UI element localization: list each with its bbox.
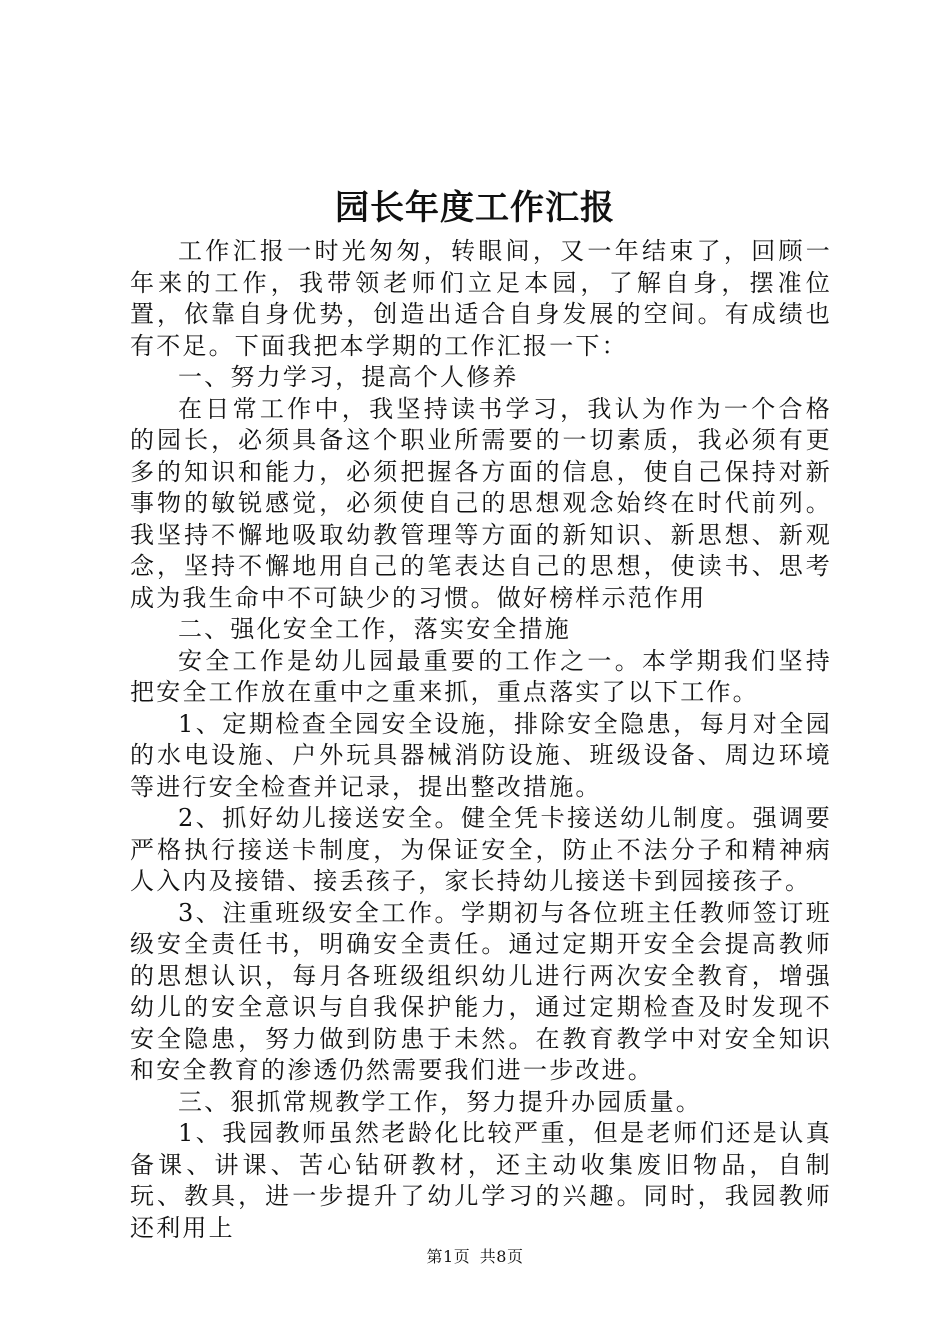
page-number: 第1页 — [426, 1247, 471, 1266]
section-heading-2: 二、强化安全工作，落实安全措施 — [178, 615, 571, 643]
paragraph-study: 在日常工作中，我坚持读书学习，我认为作为一个合格的园长，必须具备这个职业所需要的一切素质，我必须有更多的知识和能力，必须把握各方面的信息，使自己保持对新事物的敏锐感觉，必须使自己的思想观念始终在时代前列。我坚持不懈地吸取幼教管理等方面的新知识、新思想、新观念，坚持不懈地用自己的笔表达自己的思想，使读书、思考成为我生命中不可缺少的习惯。做好榜样示范作用 — [130, 394, 832, 612]
paragraph-teaching-item-1: 1、我园教师虽然老龄化比较严重，但是老师们还是认真备课、讲课、苦心钻研教材，还主动收集废旧物品，自制玩、教具，进一步提升了幼儿学习的兴趣。同时，我园教师还利用上 — [130, 1119, 832, 1242]
paragraph-safety-intro: 安全工作是幼儿园最重要的工作之一。本学期我们坚持把安全工作放在重中之重来抓，重点落实了以下工作。 — [130, 646, 832, 706]
section-heading-3: 三、狠抓常规教学工作，努力提升办园质量。 — [178, 1087, 702, 1116]
paragraph-safety-item-2: 2、抓好幼儿接送安全。健全凭卡接送幼儿制度。强调要严格执行接送卡制度，为保证安全，防止不法分子和精神病人入内及接错、接丢孩子，家长持幼儿接送卡到园接孩子。 — [130, 804, 832, 895]
document-title: 园长年度工作汇报 — [335, 188, 615, 228]
page-footer — [0, 1244, 950, 1267]
paragraph-intro: 工作汇报一时光匆匆，转眼间，又一年结束了，回顾一年来的工作，我带领老师们立足本园，了解自身，摆准位置，依靠自身优势，创造出适合自身发展的空间。有成绩也有不足。下面我把本学期的工作汇报一下： — [130, 237, 832, 360]
paragraph-safety-item-1: 1、定期检查全园安全设施，排除安全隐患，每月对全园的水电设施、户外玩具器械消防设施、班级设备、周边环境等进行安全检查并记录，提出整改措施。 — [130, 709, 832, 801]
page-total: 共8页 — [479, 1247, 524, 1266]
paragraph-safety-item-3: 3、注重班级安全工作。学期初与各位班主任教师签订班级安全责任书，明确安全责任。通过定期开安全会提高教师的思想认识，每月各班级组织幼儿进行两次安全教育，增强幼儿的安全意识与自我保护能力，通过定期检查及时发现不安全隐患，努力做到防患于未然。在教育教学中对安全知识和安全教育的渗透仍然需要我们进一步改进。 — [130, 898, 832, 1084]
document-body — [130, 236, 832, 1244]
section-heading-1: 一、努力学习，提高个人修养 — [178, 363, 519, 391]
